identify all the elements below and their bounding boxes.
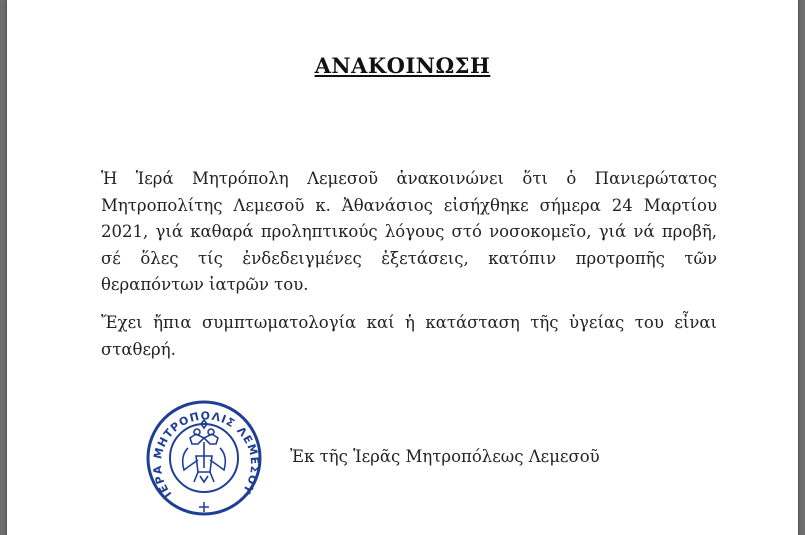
- document-page: [7, 0, 798, 535]
- double-headed-eagle-icon: [183, 420, 226, 482]
- document-title: ΑΝΑΚΟΙΝΩΣΗ: [314, 53, 491, 78]
- paragraph-announcement: Ἡ Ἱερά Μητρόπολη Λεμεσοῦ ἀνακοινώνει ὅτι ὁ Πανιερώτατος Μητροπολίτης Λεμεσοῦ κ. Ἀθανάσιος εἰσήχθηκε σήμερα 24 Μαρτίου 2021, γιά καθαρά προληπτικούς λόγους στό νοσοκομεῖο, γιά νά προβῆ, σέ ὅλες τίς ἐνδεδειγμένες ἐξετάσεις, κατόπιν προτροπῆς τῶν θεραπόντων ἰατρῶν του.: [101, 169, 717, 294]
- seal-inscription: ΙΕΡΑ ΜΗΤΡΟΠΟΛΙΣ ΛΕΜΕΣΟΥ: [150, 409, 262, 501]
- signature-line: Ἐκ τῆς Ἱερᾶς Μητροπόλεως Λεμεσοῦ: [290, 447, 600, 466]
- paragraph-health-status: Ἔχει ἤπια συμπτωματολογία καί ἡ κατάσταση τῆς ὑγείας του εἶναι σταθερή.: [101, 313, 717, 359]
- metropolis-seal-stamp: [144, 398, 264, 518]
